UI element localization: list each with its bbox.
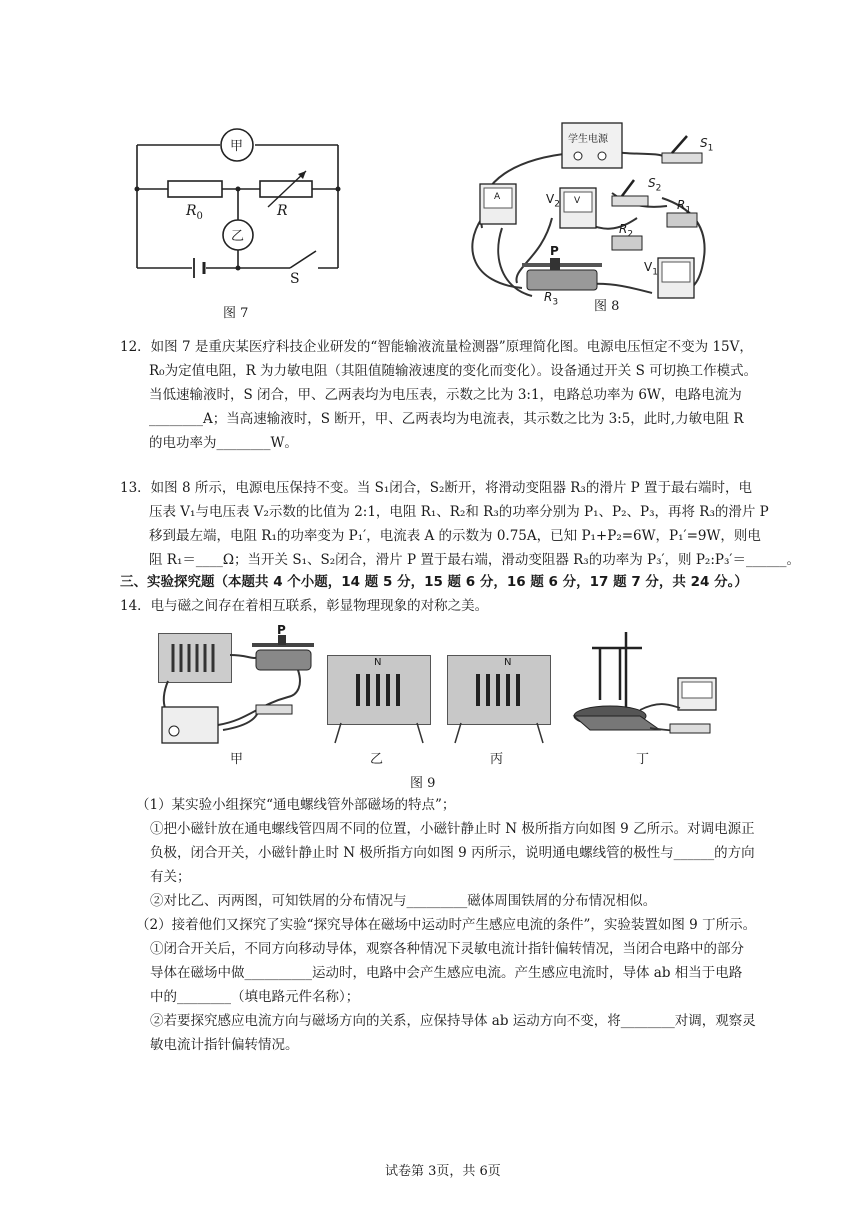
q14-part1-a-line3: 有关； bbox=[150, 869, 191, 885]
ammeter-dial-label: A bbox=[494, 192, 501, 202]
q14-part1-a-line1: ①把小磁针放在通电螺线管四周不同的位置，小磁针静止时 N 极所指方向如图 9 乙所示。对调电源正 bbox=[150, 821, 755, 837]
q13-line-3: 移到最左端，电阻 R₁的功率变为 P₁′，电流表 A 的示数为 0.75A，已知 P₁+P₂=6W，P₁′=9W，则电 bbox=[149, 528, 761, 544]
q14-part2-a-line3: 中的________（填电路元件名称）； bbox=[150, 989, 360, 1005]
figure-7-caption: 图 7 bbox=[223, 306, 249, 321]
q14-part2-title: （2）接着他们又探究了实验“探究导体在磁场中运动时产生感应电流的条件”，实验装置如图 9 丁所示。 bbox=[136, 917, 757, 933]
figure-9-ding bbox=[570, 620, 720, 745]
s2-label: $S_2$ bbox=[648, 176, 662, 194]
figure-9-p-label: P bbox=[277, 623, 286, 637]
r2-label: $R_2$ bbox=[619, 222, 634, 240]
meter-yi-label: 乙 bbox=[231, 229, 245, 244]
figure-9-yi bbox=[327, 655, 431, 745]
r1-label: $R_1$ bbox=[677, 198, 692, 216]
q12-line-4: ________A；当高速输液时，S 断开，甲、乙两表均为电流表，其示数之比为 3:5，此时,力敏电阻 R bbox=[149, 411, 744, 427]
q14-part1-a-line2: 负极，闭合开关，小磁针静止时 N 极所指方向如图 9 丙所示，说明通电螺线管的极性与______的方向 bbox=[150, 845, 755, 861]
figure-9-label-ding: 丁 bbox=[636, 752, 650, 767]
switch-s-label: S bbox=[290, 271, 300, 287]
q14-part2-b-line1: ②若要探究感应电流方向与磁场方向的关系，应保持导体 ab 运动方向不变，将________对调，观察灵 bbox=[150, 1013, 756, 1029]
q12-line-1: 12．如图 7 是重庆某医疗科技企业研发的“智能输液流量检测器”原理简化图。电源电压恒定不变为 15V， bbox=[120, 339, 753, 355]
figure-8-caption: 图 8 bbox=[594, 299, 620, 314]
q14-part2-a-line2: 导体在磁场中做__________运动时，电路中会产生感应电流。产生感应电流时，导体 ab 相当于电路 bbox=[150, 965, 743, 981]
voltmeter-dial-label: V bbox=[574, 196, 581, 206]
r3-label: $R_3$ bbox=[544, 290, 559, 308]
v1-label: $V_1$ bbox=[644, 260, 658, 278]
q13-line-2: 压表 V₁与电压表 V₂示数的比值为 2:1，电阻 R₁、R₂和 R₃的功率分别为 P₁、P₂、P₃，再将 R₃的滑片 P bbox=[149, 504, 769, 520]
v2-label: $V_2$ bbox=[546, 192, 560, 210]
page-footer: 试卷第 3页，共 6页 bbox=[385, 1164, 501, 1179]
section-3-heading: 三、实验探究题（本题共 4 个小题，14 题 5 分，15 题 6 分，16 题 6 分，17 题 7 分，共 24 分。） bbox=[120, 574, 748, 590]
figure-9-jia bbox=[148, 625, 318, 750]
figure-9-label-yi: 乙 bbox=[370, 752, 384, 767]
psu-label: 学生电源 bbox=[568, 134, 608, 145]
figure-9-label-jia: 甲 bbox=[230, 752, 244, 767]
r-label: R bbox=[277, 203, 288, 219]
q13-line-4: 阻 R₁＝____Ω；当开关 S₁、S₂闭合，滑片 P 置于最右端，滑动变阻器 R₃的功率为 P₃′，则 P₂:P₃′＝______。 bbox=[149, 552, 800, 568]
figure-9-caption: 图 9 bbox=[410, 776, 436, 791]
q14-part1-b: ②对比乙、丙两图，可知铁屑的分布情况与_________磁体周围铁屑的分布情况相似。 bbox=[150, 893, 657, 909]
q14-part2-a-line1: ①闭合开关后，不同方向移动导体，观察各种情况下灵敏电流计指针偏转情况，当闭合电路中的部分 bbox=[150, 941, 744, 957]
figure-9-bing bbox=[447, 655, 551, 745]
figure-9-n-label-1: N bbox=[374, 657, 382, 668]
q12-line-2: R₀为定值电阻，R 为力敏电阻（其阻值随输液速度的变化而变化）。设备通过开关 S 可切换工作模式。 bbox=[149, 363, 758, 379]
q12-line-5: 的电功率为________W。 bbox=[149, 435, 298, 451]
q14-intro: 14．电与磁之间存在着相互联系，彰显物理现象的对称之美。 bbox=[120, 598, 489, 614]
figure-9-n-label-2: N bbox=[504, 657, 512, 668]
slider-p-label: P bbox=[550, 244, 559, 258]
r0-label: $R_0$ bbox=[186, 203, 203, 222]
figure-9-label-bing: 丙 bbox=[490, 752, 504, 767]
q14-part1-title: （1）某实验小组探究“通电螺线管外部磁场的特点”； bbox=[136, 797, 456, 813]
s1-label: $S_1$ bbox=[700, 136, 714, 154]
q14-part2-b-line2: 敏电流计指针偏转情况。 bbox=[150, 1037, 299, 1053]
q13-line-1: 13．如图 8 所示，电源电压保持不变。当 S₁闭合，S₂断开，将滑动变阻器 R₃的滑片 P 置于最右端时，电 bbox=[120, 480, 752, 496]
figure-8-photo bbox=[462, 118, 724, 308]
q12-line-3: 当低速输液时，S 闭合，甲、乙两表均为电压表，示数之比为 3:1，电路总功率为 6W，电路电流为 bbox=[149, 387, 742, 403]
meter-jia-label: 甲 bbox=[230, 139, 244, 154]
